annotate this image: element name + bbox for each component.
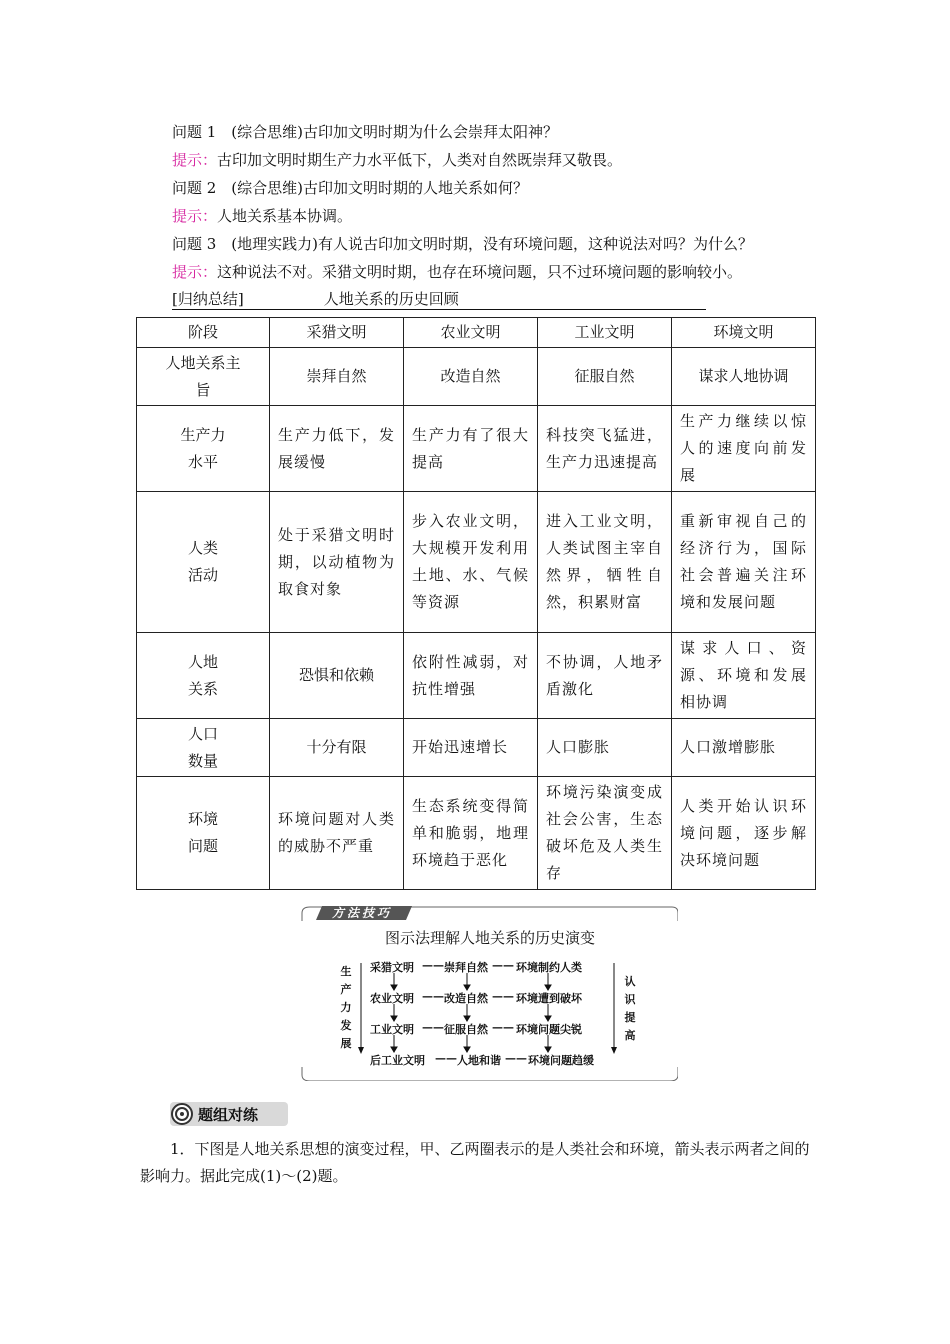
practice-badge-label: 题组对练 bbox=[198, 1106, 259, 1124]
table-cell: 人口膨胀 bbox=[538, 719, 672, 777]
dash: —— bbox=[422, 1021, 444, 1034]
table-row bbox=[137, 348, 816, 406]
hint-label: 提示： bbox=[172, 207, 218, 225]
table-cell: 谋求人地协调 bbox=[672, 348, 816, 406]
hint-label: 提示： bbox=[172, 263, 218, 281]
header-cell: 阶段 bbox=[137, 318, 270, 348]
table-cell: 人口激增膨胀 bbox=[672, 719, 816, 777]
dash: —— bbox=[492, 959, 514, 972]
down-arrows bbox=[340, 959, 640, 1077]
hint-1 bbox=[172, 149, 622, 171]
table-row bbox=[137, 406, 816, 492]
table-row bbox=[137, 719, 816, 777]
table-cell: 依附性减弱，对抗性增强 bbox=[404, 633, 538, 719]
attitude-label: 征服自然 bbox=[444, 1023, 488, 1036]
table-cell: 十分有限 bbox=[270, 719, 404, 777]
header-cell: 农业文明 bbox=[404, 318, 538, 348]
table-cell: 改造自然 bbox=[404, 348, 538, 406]
attitude-label: 改造自然 bbox=[444, 992, 488, 1005]
summary-tag: [归纳总结] bbox=[172, 290, 244, 308]
target-icon bbox=[172, 1104, 192, 1124]
attitude-label: 人地和谐 bbox=[457, 1054, 501, 1067]
hint-text: 这种说法不对。采猎文明时期，也存在环境问题，只不过环境问题的影响较小。 bbox=[217, 263, 743, 281]
row-label: 生产力水平 bbox=[137, 406, 270, 492]
stage-label: 工业文明 bbox=[370, 1023, 414, 1036]
table-row bbox=[137, 777, 816, 890]
table-cell: 生产力低下，发展缓慢 bbox=[270, 406, 404, 492]
dash: —— bbox=[505, 1052, 527, 1065]
practice-question-1: 1．下图是人地关系思想的演变过程，甲、乙两圈表示的是人类社会和环境，箭头表示两者之间的影响力。据此完成(1)～(2)题。 bbox=[140, 1140, 810, 1185]
method-title: 图示法理解人地关系的历史演变 bbox=[384, 929, 595, 947]
stage-label: 后工业文明 bbox=[370, 1054, 425, 1067]
table-cell: 征服自然 bbox=[538, 348, 672, 406]
header-cell: 环境文明 bbox=[672, 318, 816, 348]
evolution-diagram bbox=[340, 959, 640, 1077]
header-cell: 工业文明 bbox=[538, 318, 672, 348]
row-label: 环境问题 bbox=[137, 777, 270, 890]
header-cell: 采猎文明 bbox=[270, 318, 404, 348]
row-label: 人口数量 bbox=[137, 719, 270, 777]
method-box bbox=[300, 905, 680, 1083]
stage-label: 农业文明 bbox=[370, 992, 414, 1005]
summary-title: 人地关系的历史回顾 bbox=[323, 290, 459, 308]
table-cell: 人类开始认识环境问题，逐步解决环境问题 bbox=[672, 777, 816, 890]
dash: —— bbox=[435, 1052, 457, 1065]
environment-label: 环境问题趋缓 bbox=[528, 1054, 594, 1067]
left-label: 生产力发展 bbox=[340, 965, 352, 1050]
table-cell: 谋求人口、资源、环境和发展相协调 bbox=[672, 633, 816, 719]
dash: —— bbox=[422, 959, 444, 972]
table-cell: 生产力继续以惊人的速度向前发展 bbox=[672, 406, 816, 492]
table-cell: 环境问题对人类的威胁不严重 bbox=[270, 777, 404, 890]
question-1: 问题 1 (综合思维)古印加文明时期为什么会崇拜太阳神？ bbox=[172, 123, 559, 141]
table-cell: 环境污染演变成社会公害，生态破坏危及人类生存 bbox=[538, 777, 672, 890]
method-badge: 方法技巧 bbox=[332, 906, 393, 920]
environment-label: 环境遭到破坏 bbox=[516, 992, 582, 1005]
table-cell: 不协调，人地矛盾激化 bbox=[538, 633, 672, 719]
table-cell: 生态系统变得简单和脆弱，地理环境趋于恶化 bbox=[404, 777, 538, 890]
hint-text: 人地关系基本协调。 bbox=[217, 207, 353, 225]
table-cell: 恐惧和依赖 bbox=[270, 633, 404, 719]
row-label: 人类活动 bbox=[137, 492, 270, 633]
table-cell: 生产力有了很大提高 bbox=[404, 406, 538, 492]
table-cell: 崇拜自然 bbox=[270, 348, 404, 406]
table-cell: 步入农业文明，大规模开发利用土地、水、气候等资源 bbox=[404, 492, 538, 633]
history-table bbox=[136, 317, 816, 890]
table-cell: 进入工业文明，人类试图主宰自然界，牺牲自然，积累财富 bbox=[538, 492, 672, 633]
dash: —— bbox=[422, 990, 444, 1003]
practice-badge bbox=[170, 1102, 288, 1126]
dash: —— bbox=[492, 990, 514, 1003]
hint-2 bbox=[172, 205, 352, 227]
right-label: 认识提高 bbox=[624, 975, 636, 1042]
table-row bbox=[137, 492, 816, 633]
row-label: 人地关系主旨 bbox=[137, 348, 270, 406]
summary-heading bbox=[172, 289, 706, 310]
question-3: 问题 3 (地理实践力)有人说古印加文明时期，没有环境问题，这种说法对吗？为什么？ bbox=[172, 235, 754, 253]
hint-3 bbox=[172, 261, 742, 283]
table-cell: 科技突飞猛进，生产力迅速提高 bbox=[538, 406, 672, 492]
table-cell: 处于采猎文明时期，以动植物为取食对象 bbox=[270, 492, 404, 633]
table-cell: 重新审视自己的经济行为，国际社会普遍关注环境和发展问题 bbox=[672, 492, 816, 633]
table-cell: 开始迅速增长 bbox=[404, 719, 538, 777]
hint-text: 古印加文明时期生产力水平低下，人类对自然既崇拜又敬畏。 bbox=[217, 151, 623, 169]
environment-label: 环境制约人类 bbox=[516, 961, 582, 974]
table-header-row bbox=[137, 318, 816, 348]
environment-label: 环境问题尖锐 bbox=[516, 1023, 582, 1036]
row-label: 人地关系 bbox=[137, 633, 270, 719]
stage-label: 采猎文明 bbox=[370, 961, 414, 974]
attitude-label: 崇拜自然 bbox=[444, 961, 488, 974]
table-row bbox=[137, 633, 816, 719]
hint-label: 提示： bbox=[172, 151, 218, 169]
dash: —— bbox=[492, 1021, 514, 1034]
question-2: 问题 2 (综合思维)古印加文明时期的人地关系如何？ bbox=[172, 179, 529, 197]
